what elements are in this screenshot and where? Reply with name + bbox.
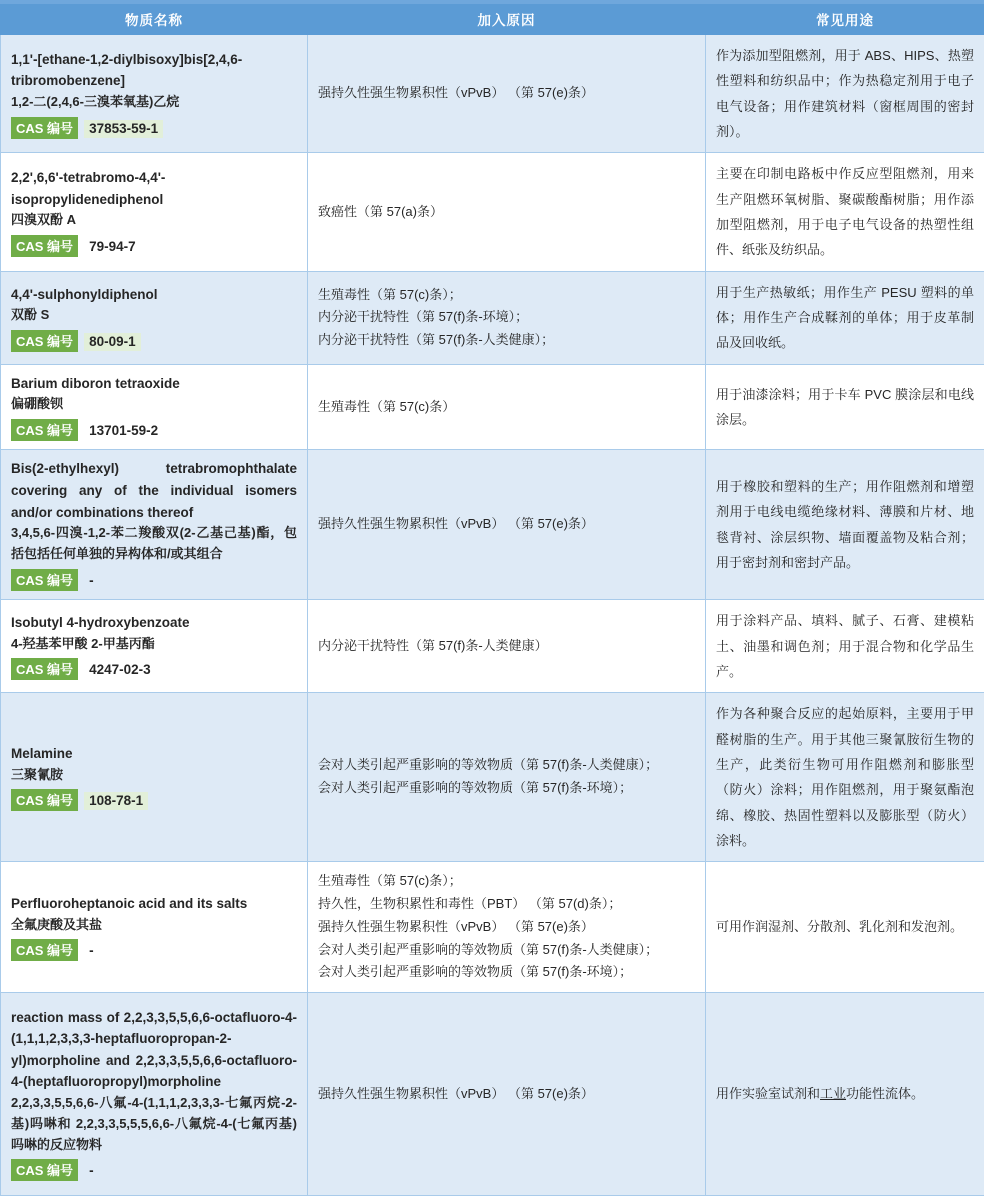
common-uses-cell [706, 693, 984, 862]
cas-number: 80-09-1 [84, 333, 141, 351]
table-row [1, 450, 984, 600]
substance-name-en: Barium diboron tetraoxide [11, 373, 297, 395]
table-header-row [1, 2, 984, 35]
substance-name-cell [1, 600, 308, 693]
substance-name-zh: 偏硼酸钡 [11, 394, 297, 415]
use-text: 作为各种聚合反应的起始原料，主要用于甲醛树脂的生产。用于其他三聚氰胺衍生物的生产，此类衍生物可用作阻燃剂和膨胀型（防火）涂料；用作阻燃剂，用于聚氨酯泡绵、橡胶、热固性塑料以及膨胀型（防火）涂料。 [716, 701, 974, 853]
use-text [716, 1081, 974, 1106]
header-inclusion-reason: 加入原因 [308, 2, 706, 35]
table-row [1, 862, 984, 993]
cas-label-badge: CAS 编号 [11, 939, 78, 961]
inclusion-reason-cell [308, 364, 706, 449]
substance-name-cell [1, 364, 308, 449]
common-uses-cell [706, 862, 984, 993]
inclusion-reason-cell [308, 271, 706, 364]
table-row [1, 271, 984, 364]
table-row [1, 600, 984, 693]
table-row [1, 35, 984, 153]
cas-label-badge: CAS 编号 [11, 789, 78, 811]
substance-name-cell [1, 993, 308, 1196]
substance-name-zh: 双酚 S [11, 305, 297, 326]
substance-name-zh: 四溴双酚 A [11, 210, 297, 231]
cas-line [11, 569, 297, 591]
common-uses-cell [706, 153, 984, 271]
table-row [1, 693, 984, 862]
cas-number: 13701-59-2 [84, 422, 163, 440]
substance-name-zh: 2,2,3,3,5,5,6,6-八氟-4-(1,1,1,2,3,3,3-七氟丙烷-2-基)吗啉和 2,2,3,3,5,5,5,6,6-八氟烷-4-(七氟丙基)吗啉的反应物料 [11, 1093, 297, 1155]
inclusion-reason-cell [308, 862, 706, 993]
cas-number: - [84, 942, 99, 960]
reason-line: 强持久性强生物累积性（vPvB） （第 57(e)条） [318, 916, 695, 939]
common-uses-cell [706, 364, 984, 449]
substance-name-zh: 1,2-二(2,4,6-三溴苯氧基)乙烷 [11, 92, 297, 113]
cas-line [11, 1159, 297, 1181]
cas-label-badge: CAS 编号 [11, 419, 78, 441]
substance-name-cell [1, 271, 308, 364]
inclusion-reason-cell [308, 450, 706, 600]
cas-number: - [84, 1162, 99, 1180]
substance-name-cell [1, 693, 308, 862]
cas-number: 4247-02-3 [84, 661, 156, 679]
reason-line: 强持久性强生物累积性（vPvB） （第 57(e)条） [318, 1083, 695, 1106]
cas-number: 108-78-1 [84, 792, 148, 810]
cas-line [11, 939, 297, 961]
cas-label-badge: CAS 编号 [11, 569, 78, 591]
cas-line [11, 658, 297, 680]
header-substance-name: 物质名称 [1, 2, 308, 35]
inclusion-reason-cell [308, 600, 706, 693]
cas-line [11, 419, 297, 441]
common-uses-cell [706, 271, 984, 364]
cas-number: - [84, 572, 99, 590]
use-text: 主要在印制电路板中作反应型阻燃剂，用来生产阻燃环氧树脂、聚碳酸酯树脂；用作添加型阻燃剂，用于电子电气设备的热塑性组件、纸张及纺织品。 [716, 161, 974, 262]
inclusion-reason-cell [308, 693, 706, 862]
cas-label-badge: CAS 编号 [11, 117, 78, 139]
use-text: 用于油漆涂料；用于卡车 PVC 膜涂层和电线涂层。 [716, 382, 974, 433]
substance-name-en: 1,1'-[ethane-1,2-diylbisoxy]bis[2,4,6-tribromobenzene] [11, 49, 297, 92]
cas-line [11, 117, 297, 139]
substance-name-zh: 4-羟基苯甲酸 2-甲基丙酯 [11, 634, 297, 655]
table-row [1, 993, 984, 1196]
use-text: 用于涂料产品、填料、腻子、石膏、建模粘土、油墨和调色剂；用于混合物和化学品生产。 [716, 608, 974, 684]
use-text: 用于橡胶和塑料的生产；用作阻燃剂和增塑剂用于电线电缆绝缘材料、薄膜和片材、地毯背衬、涂层织物、墙面覆盖物及粘合剂；用于密封剂和密封产品。 [716, 474, 974, 575]
substance-name-cell [1, 450, 308, 600]
substance-name-cell [1, 35, 308, 153]
substance-name-zh: 全氟庚酸及其盐 [11, 915, 297, 936]
substance-name-en: Isobutyl 4-hydroxybenzoate [11, 612, 297, 634]
use-text-pre: 用作实验室试剂和 [716, 1086, 820, 1101]
cas-label-badge: CAS 编号 [11, 1159, 78, 1181]
substance-name-en: Perfluoroheptanoic acid and its salts [11, 893, 297, 915]
reason-line: 生殖毒性（第 57(c)条）； [318, 870, 695, 893]
cas-line [11, 235, 297, 257]
inclusion-reason-cell [308, 35, 706, 153]
cas-label-badge: CAS 编号 [11, 330, 78, 352]
use-text-underlined: 工业 [820, 1086, 846, 1101]
substance-name-cell [1, 153, 308, 271]
cas-number: 79-94-7 [84, 238, 141, 256]
reason-line: 内分泌干扰特性（第 57(f)条-人类健康）； [318, 329, 695, 352]
use-text-post: 功能性流体。 [846, 1086, 924, 1101]
substance-name-zh: 三聚氰胺 [11, 765, 297, 786]
common-uses-cell [706, 35, 984, 153]
substance-name-en: reaction mass of 2,2,3,3,5,5,6,6-octafluoro-4-(1,1,1,2,3,3,3-heptafluoropropan-2-yl)morpholine and 2,2,3,3,5,5,6,6-octafluoro-4-(heptafluoropropyl)morpholine [11, 1007, 297, 1093]
use-text: 作为添加型阻燃剂，用于 ABS、HIPS、热塑性塑料和纺织品中；作为热稳定剂用于电子电气设备；用作建筑材料（窗框周围的密封剂）。 [716, 43, 974, 144]
table-row [1, 153, 984, 271]
reason-line: 生殖毒性（第 57(c)条）； [318, 284, 695, 307]
reason-line: 会对人类引起严重影响的等效物质（第 57(f)条-人类健康）； [318, 939, 695, 962]
cas-number: 37853-59-1 [84, 120, 163, 138]
reason-line: 强持久性强生物累积性（vPvB） （第 57(e)条） [318, 513, 695, 536]
reason-line: 会对人类引起严重影响的等效物质（第 57(f)条-环境）； [318, 777, 695, 800]
substance-name-en: Bis(2-ethylhexyl) tetrabromophthalate covering any of the individual isomers and/or combinations thereof [11, 458, 297, 523]
substance-name-cell [1, 862, 308, 993]
substance-name-en: 4,4'-sulphonyldiphenol [11, 284, 297, 306]
reason-line: 内分泌干扰特性（第 57(f)条-人类健康） [318, 635, 695, 658]
reason-line: 强持久性强生物累积性（vPvB） （第 57(e)条） [318, 82, 695, 105]
header-common-uses: 常见用途 [706, 2, 984, 35]
common-uses-cell [706, 450, 984, 600]
substance-name-en: 2,2',6,6'-tetrabromo-4,4'-isopropylidenediphenol [11, 167, 297, 210]
reason-line: 内分泌干扰特性（第 57(f)条-环境）； [318, 306, 695, 329]
cas-label-badge: CAS 编号 [11, 658, 78, 680]
substance-name-zh: 3,4,5,6-四溴-1,2-苯二羧酸双(2-乙基己基)酯，包括包括任何单独的异构体和/或其组合 [11, 523, 297, 565]
inclusion-reason-cell [308, 993, 706, 1196]
substance-name-en: Melamine [11, 743, 297, 765]
inclusion-reason-cell [308, 153, 706, 271]
cas-line [11, 789, 297, 811]
use-text: 可用作润湿剂、分散剂、乳化剂和发泡剂。 [716, 914, 974, 939]
reason-line: 致癌性（第 57(a)条） [318, 201, 695, 224]
reason-line: 持久性，生物积累性和毒性（PBT） （第 57(d)条）； [318, 893, 695, 916]
table-row [1, 364, 984, 449]
common-uses-cell [706, 993, 984, 1196]
reason-line: 生殖毒性（第 57(c)条） [318, 396, 695, 419]
common-uses-cell [706, 600, 984, 693]
cas-line [11, 330, 297, 352]
cas-label-badge: CAS 编号 [11, 235, 78, 257]
reason-line: 会对人类引起严重影响的等效物质（第 57(f)条-人类健康）； [318, 754, 695, 777]
use-text: 用于生产热敏纸；用作生产 PESU 塑料的单体；用作生产合成鞣剂的单体；用于皮革制品及回收纸。 [716, 280, 974, 356]
reason-line: 会对人类引起严重影响的等效物质（第 57(f)条-环境）； [318, 961, 695, 984]
